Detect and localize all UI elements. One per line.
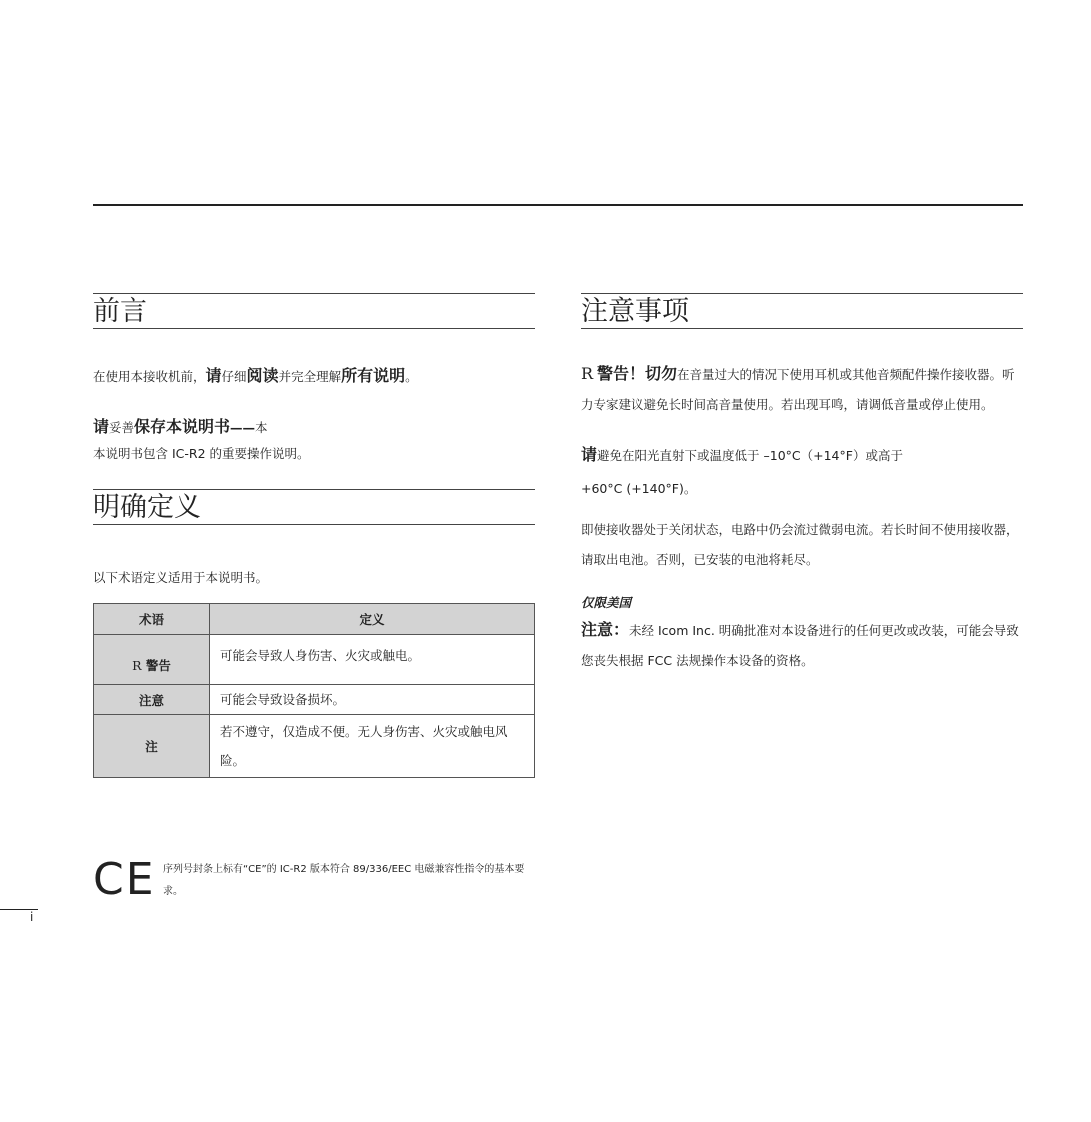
precautions-title: 注意事项 — [581, 293, 1023, 329]
preface-line2: 请妥善保存本说明书——本 — [93, 417, 268, 436]
caution-paragraph: 注意：未经 Icom Inc. 明确批准对本设备进行的任何更改或改装，可能会导致您丧失根据 FCC 法规操作本设备的资格。 — [581, 620, 1019, 668]
avoid-paragraph: 请避免在阳光直射下或温度低于 –10°C（+14°F）或高于 — [581, 445, 903, 464]
table-header-row — [94, 604, 535, 635]
drain-paragraph: 即使接收器处于关闭状态，电路中仍会流过微弱电流。若长时间不使用接收器，请取出电池。否则，已安装的电池将耗尽。 — [581, 522, 1019, 567]
table-row — [94, 685, 535, 715]
top-rule — [93, 204, 1023, 206]
warning-paragraph: R 警告！切勿在音量过大的情况下使用耳机或其他音频配件操作接收器。听力专家建议避免长时间高音量使用。若出现耳鸣，请调低音量或停止使用。 — [581, 364, 1015, 412]
ce-text: 序列号封条上标有“CE”的 IC-R2 版本符合 89/336/EEC 电磁兼容性指令的基本要求。 — [163, 864, 525, 897]
left-column — [93, 293, 535, 778]
term-cell: R 警告 — [94, 635, 210, 685]
table-header-term: 术语 — [94, 604, 210, 635]
definitions-intro: 以下术语定义适用于本说明书。 — [93, 570, 269, 585]
definition-cell: 可能会导致人身伤害、火灾或触电。 — [210, 635, 535, 685]
avoid-paragraph-line2: +60°C (+140°F)。 — [581, 481, 697, 496]
definitions-title: 明确定义 — [93, 489, 535, 525]
ce-notice — [93, 856, 535, 906]
ce-mark-icon: CE — [93, 854, 156, 905]
preface-line3: 本说明书包含 IC-R2 的重要操作说明。 — [93, 446, 310, 461]
table-row — [94, 635, 535, 685]
definition-cell: 若不遵守，仅造成不便。无人身伤害、火灾或触电风险。 — [210, 715, 535, 778]
warning-icon: R — [581, 364, 594, 383]
term-cell: 注意 — [94, 685, 210, 715]
us-only-label: 仅限美国 — [581, 595, 632, 610]
definition-cell: 可能会导致设备损坏。 — [210, 685, 535, 715]
preface-title: 前言 — [93, 293, 535, 329]
term-cell: 注 — [94, 715, 210, 778]
definitions-table — [93, 603, 535, 778]
table-header-def: 定义 — [210, 604, 535, 635]
preface-line1: 在使用本接收机前，请仔细阅读并完全理解所有说明。 — [93, 366, 418, 385]
right-column — [581, 293, 1023, 676]
page-number: i — [0, 909, 38, 910]
table-row — [94, 715, 535, 778]
